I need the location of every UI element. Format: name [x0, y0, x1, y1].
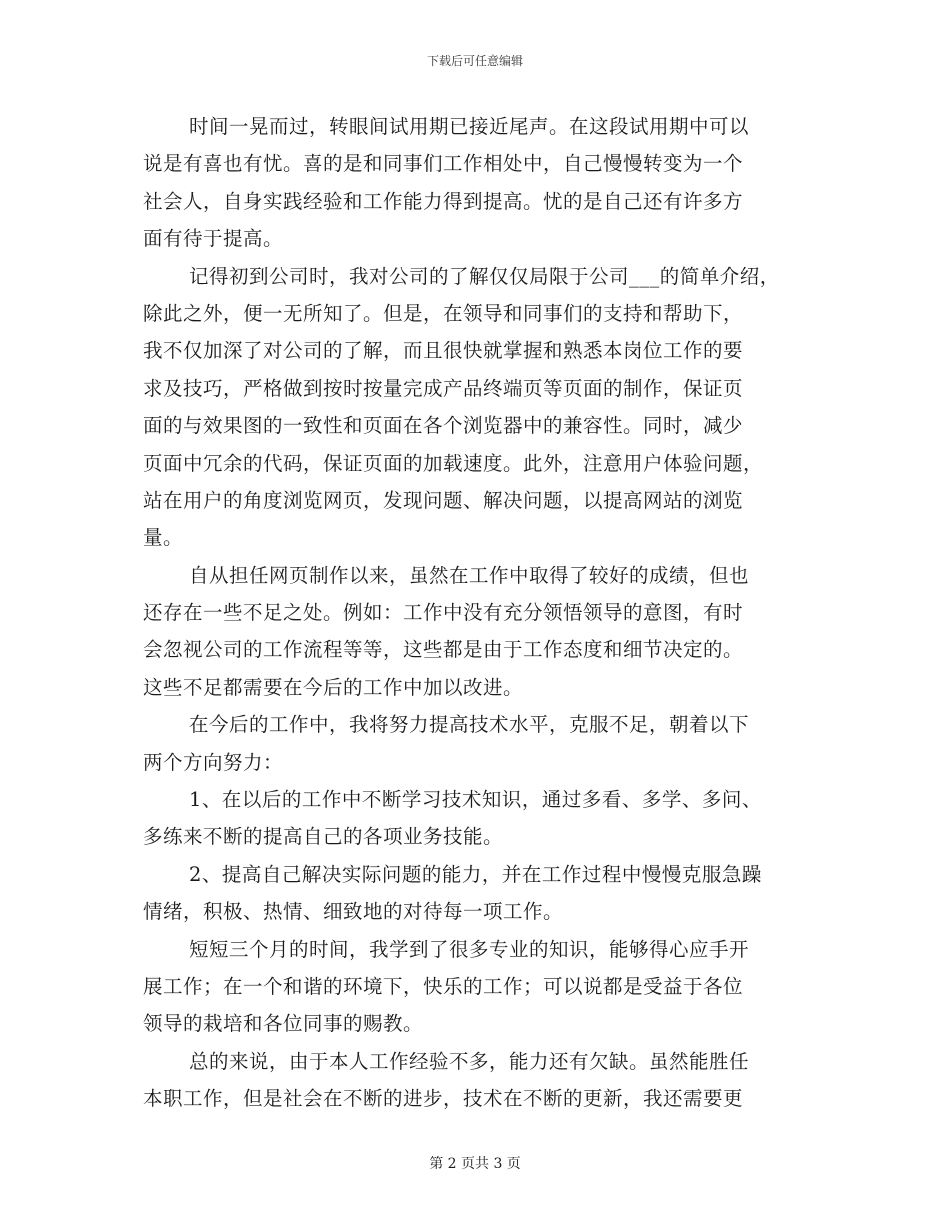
paragraph-line: 说是有喜也有忧。喜的是和同事们工作相处中，自己慢慢转变为一个 [143, 152, 744, 176]
paragraph-line: 在今后的工作中，我将努力提高技术水平，克服不足，朝着以下 [189, 713, 750, 737]
paragraph-line: 短短三个月的时间，我学到了很多专业的知识，能够得心应手开 [189, 937, 750, 961]
paragraph-line: 记得初到公司时，我对公司的了解仅仅局限于公司___的简单介绍， [189, 264, 780, 288]
paragraph-line: 总的来说，由于本人工作经验不多，能力还有欠缺。虽然能胜任 [189, 1049, 750, 1073]
paragraph-line: 面的与效果图的一致性和页面在各个浏览器中的兼容性。同时，减少 [143, 414, 744, 438]
paragraph-line: 领导的栽培和各位同事的赐教。 [143, 1012, 424, 1036]
paragraph-line: 还存在一些不足之处。例如：工作中没有充分领悟领导的意图，有时 [143, 601, 744, 625]
paragraph-line: 会忽视公司的工作流程等等，这些都是由于工作态度和细节决定的。 [143, 638, 744, 662]
paragraph-line: 量。 [143, 526, 184, 550]
paragraph-line: 情绪，积极、热情、细致地的对待每一项工作。 [143, 900, 564, 924]
paragraph-line: 展工作；在一个和谐的环境下，快乐的工作；可以说都是受益于各位 [143, 974, 744, 998]
paragraph-line: 时间一晃而过，转眼间试用期已接近尾声。在这段试用期中可以 [189, 115, 750, 138]
paragraph-line: 本职工作，但是社会在不断的进步，技术在不断的更新，我还需要更 [143, 1087, 744, 1111]
document-body [143, 108, 813, 1118]
paragraph-line: 社会人，自身实践经验和工作能力得到提高。忧的是自己还有许多方 [143, 189, 744, 213]
paragraph-line: 求及技巧，严格做到按时按量完成产品终端页等页面的制作，保证页 [143, 376, 744, 400]
paragraph-line: 这些不足都需要在今后的工作中加以改进。 [143, 675, 524, 699]
page-header: 下载后可任意编辑 [426, 54, 523, 68]
paragraph-line: 2、提高自己解决实际问题的能力，并在工作过程中慢慢克服急躁 [189, 862, 762, 886]
paragraph-line: 站在用户的角度浏览网页，发现问题、解决问题，以提高网站的浏览 [143, 488, 744, 512]
paragraph-line: 面有待于提高。 [143, 227, 284, 251]
paragraph-line: 自从担任网页制作以来，虽然在工作中取得了较好的成绩，但也 [189, 563, 750, 587]
paragraph-line: 多练来不断的提高自己的各项业务技能。 [143, 825, 504, 849]
paragraph-line: 页面中冗余的代码，保证页面的加载速度。此外，注意用户体验问题， [143, 451, 764, 475]
paragraph-line: 1、在以后的工作中不断学习技术知识，通过多看、多学、多问、 [189, 788, 762, 812]
paragraph-line: 我不仅加深了对公司的了解，而且很快就掌握和熟悉本岗位工作的要 [143, 339, 744, 363]
paragraph-line: 除此之外，便一无所知了。但是，在领导和同事们的支持和帮助下， [143, 301, 744, 325]
page-number: 第 2 页共 3 页 [429, 1156, 521, 1172]
paragraph-line: 两个方向努力： [143, 750, 284, 774]
